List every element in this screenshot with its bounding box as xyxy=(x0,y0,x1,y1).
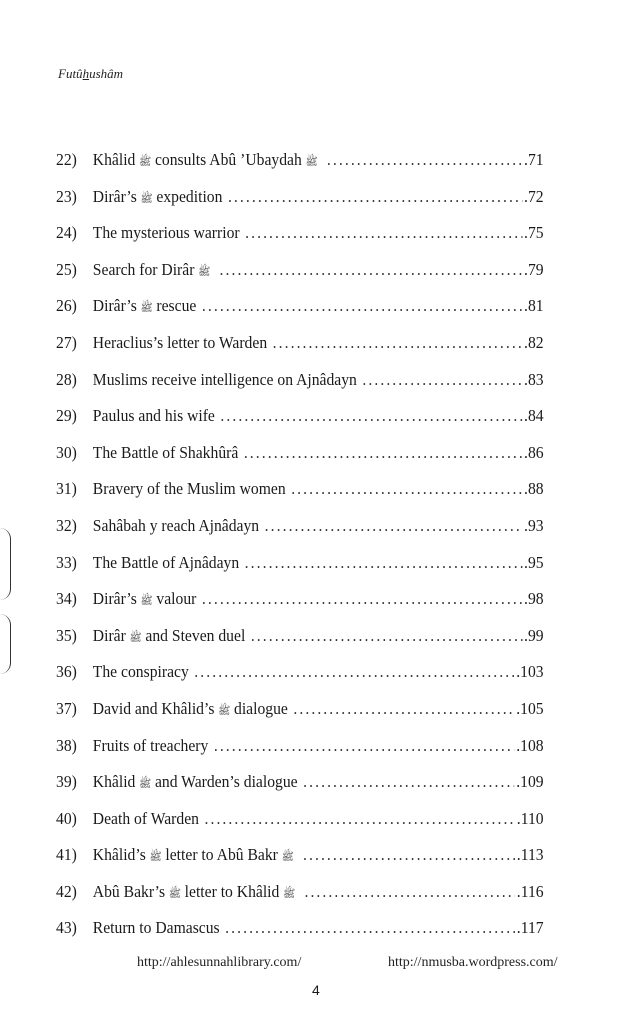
toc-entry[interactable] xyxy=(56,406,544,443)
toc-entry-title xyxy=(93,918,220,938)
running-head-text: Futû xyxy=(58,66,83,81)
toc-entry-title-text: Sahâbah y reach Ajnâdayn xyxy=(92,515,260,535)
toc-entry-title xyxy=(93,150,322,171)
footer-link-right[interactable]: http://nmusba.wordpress.com/ xyxy=(388,955,558,970)
toc-entry-title-text: and Steven duel xyxy=(145,625,246,645)
toc-entry-page: .71 xyxy=(524,150,544,169)
toc-entry-number: 28) xyxy=(56,369,77,389)
running-head-text: ushâm xyxy=(89,66,124,81)
toc-entry-page: .99 xyxy=(524,625,544,645)
toc-entry-title-text: valour xyxy=(156,589,197,609)
honorific-icon: ﷺ xyxy=(140,302,153,315)
toc-entry-number: 22) xyxy=(56,150,77,169)
dot-leader xyxy=(291,479,522,499)
toc-entry[interactable] xyxy=(56,443,544,480)
toc-entry-title xyxy=(93,187,223,208)
dot-leader xyxy=(194,662,514,682)
table-of-contents xyxy=(56,150,544,955)
dot-leader xyxy=(214,736,515,756)
toc-entry-title-text: and Warden’s dialogue xyxy=(154,772,298,792)
toc-entry-title-text: Paulus and his wife xyxy=(92,406,215,426)
toc-entry-page: .82 xyxy=(524,332,544,352)
dot-leader xyxy=(362,370,522,390)
toc-entry-number: 43) xyxy=(56,918,77,938)
toc-entry-title-text: Dirâr’s xyxy=(92,296,137,316)
toc-entry-title-text: The conspiracy xyxy=(92,662,189,682)
toc-entry[interactable] xyxy=(56,626,544,663)
dot-leader xyxy=(327,150,522,170)
toc-entry-number: 40) xyxy=(56,808,77,828)
toc-entry-title xyxy=(93,370,357,390)
toc-entry[interactable] xyxy=(56,150,544,187)
toc-entry-title xyxy=(93,772,298,793)
dot-leader xyxy=(220,260,523,280)
toc-entry[interactable] xyxy=(56,699,544,736)
toc-entry-number: 41) xyxy=(56,845,77,865)
dot-leader xyxy=(265,516,523,536)
toc-entry-page: .81 xyxy=(524,296,544,316)
toc-entry-title-text: Dirâr xyxy=(92,625,126,645)
toc-entry-page: .117 xyxy=(516,918,544,938)
toc-entry-title-text: Khâlid xyxy=(92,150,136,169)
toc-entry-title xyxy=(93,223,240,243)
honorific-icon: ﷺ xyxy=(218,704,231,717)
honorific-icon: ﷺ xyxy=(140,595,153,608)
toc-entry-page: .93 xyxy=(524,515,544,535)
toc-entry-number: 26) xyxy=(56,296,77,316)
toc-entry-page: .98 xyxy=(524,589,544,609)
toc-entry-page: .105 xyxy=(516,698,544,718)
running-head-underlined: h xyxy=(82,66,90,81)
dot-leader xyxy=(273,333,523,353)
toc-entry-title-text: Muslims receive intelligence on Ajnâdayn xyxy=(92,369,357,389)
toc-entry-title xyxy=(93,260,214,281)
toc-entry-title xyxy=(93,736,209,756)
dot-leader xyxy=(303,772,514,792)
running-head xyxy=(58,66,123,82)
toc-entry-number: 39) xyxy=(56,772,77,792)
dot-leader xyxy=(202,589,522,609)
toc-entry-title-text: expedition xyxy=(156,186,223,206)
toc-entry-title xyxy=(93,443,239,463)
toc-entry-page: .83 xyxy=(524,369,544,389)
toc-entry-title-text: Dirâr’s xyxy=(92,589,137,609)
toc-entry-title-text: rescue xyxy=(156,296,197,316)
toc-entry-number: 42) xyxy=(56,881,77,901)
toc-entry-number: 30) xyxy=(56,442,77,462)
toc-entry-title xyxy=(93,662,189,682)
dot-leader xyxy=(225,918,515,938)
toc-entry-title-text: consults Abû ’Ubaydah xyxy=(154,150,302,169)
toc-entry-page: .108 xyxy=(516,735,544,755)
toc-entry[interactable] xyxy=(56,296,544,333)
honorific-icon: ﷺ xyxy=(149,851,162,864)
toc-entry-title-text: Search for Dirâr xyxy=(92,259,195,279)
toc-entry-title-text: letter to Abû Bakr xyxy=(165,845,278,865)
toc-entry-title xyxy=(93,333,267,353)
toc-entry-number: 35) xyxy=(56,625,77,645)
toc-entry-title-text: Bravery of the Muslim women xyxy=(92,479,286,499)
toc-entry-title-text: David and Khâlid’s xyxy=(92,698,215,718)
toc-entry-title-text: The mysterious warrior xyxy=(92,223,240,243)
toc-entry-title xyxy=(93,882,299,903)
toc-entry-title-text: dialogue xyxy=(234,698,288,718)
toc-entry-title-text: Fruits of treachery xyxy=(92,735,209,755)
toc-entry-number: 33) xyxy=(56,552,77,572)
toc-entry-number: 24) xyxy=(56,223,77,243)
toc-entry-page: .79 xyxy=(524,259,544,279)
toc-entry[interactable] xyxy=(56,516,544,553)
toc-entry-title xyxy=(93,516,259,536)
toc-entry-title-text: Return to Damascus xyxy=(92,918,220,938)
toc-entry-number: 27) xyxy=(56,332,77,352)
toc-entry-page: .72 xyxy=(524,186,544,206)
honorific-icon: ﷺ xyxy=(140,192,153,205)
toc-entry[interactable] xyxy=(56,260,544,297)
toc-entry-title-text: Dirâr’s xyxy=(92,186,137,206)
honorific-icon: ﷺ xyxy=(305,156,318,168)
toc-entry-number: 31) xyxy=(56,479,77,499)
toc-entry[interactable] xyxy=(56,772,544,809)
honorific-icon: ﷺ xyxy=(129,631,142,644)
toc-entry-page: .103 xyxy=(516,662,544,682)
toc-entry-number: 25) xyxy=(56,259,77,279)
toc-entry[interactable] xyxy=(56,845,544,882)
toc-entry-page: .88 xyxy=(524,479,544,499)
dot-leader xyxy=(304,882,515,902)
honorific-icon: ﷺ xyxy=(283,887,296,900)
honorific-icon: ﷺ xyxy=(168,887,181,900)
toc-entry-number: 38) xyxy=(56,735,77,755)
margin-bracket-mark xyxy=(0,528,11,600)
margin-bracket-mark xyxy=(0,614,11,674)
dot-leader xyxy=(228,187,522,207)
toc-entry-title-text: Heraclius’s letter to Warden xyxy=(92,332,268,352)
toc-entry-title-text: Khâlid’s xyxy=(92,845,146,865)
toc-entry-number: 34) xyxy=(56,589,77,609)
toc-entry[interactable] xyxy=(56,809,544,846)
toc-entry-title xyxy=(93,479,286,499)
dot-leader xyxy=(202,296,522,316)
toc-entry-number: 36) xyxy=(56,662,77,682)
dot-leader xyxy=(244,443,522,463)
toc-entry[interactable] xyxy=(56,333,544,370)
toc-entry-title xyxy=(93,589,197,610)
toc-entry-title-text: Death of Warden xyxy=(92,808,199,828)
toc-entry-page: .113 xyxy=(516,845,544,865)
toc-entry-title-text: The Battle of Ajnâdayn xyxy=(92,552,240,572)
toc-entry[interactable] xyxy=(56,479,544,516)
honorific-icon: ﷺ xyxy=(281,851,294,864)
dot-leader xyxy=(303,845,515,865)
toc-entry-number: 23) xyxy=(56,186,77,206)
dot-leader xyxy=(293,699,514,719)
dot-leader xyxy=(245,223,522,243)
toc-entry-page: .86 xyxy=(524,442,544,462)
honorific-icon: ﷺ xyxy=(139,778,152,791)
dot-leader xyxy=(251,626,522,646)
toc-entry-title xyxy=(93,626,246,647)
toc-entry-page: .95 xyxy=(524,552,544,572)
honorific-icon: ﷺ xyxy=(139,156,152,168)
toc-entry-page: .84 xyxy=(524,406,544,426)
toc-entry-title xyxy=(93,553,239,573)
honorific-icon: ﷺ xyxy=(198,265,211,278)
dot-leader xyxy=(204,809,514,829)
toc-entry-page: .110 xyxy=(516,808,544,828)
dot-leader xyxy=(245,553,523,573)
page-number: 4 xyxy=(312,982,320,998)
toc-entry[interactable] xyxy=(56,736,544,773)
toc-entry-title xyxy=(93,809,199,829)
toc-entry-number: 29) xyxy=(56,406,77,426)
toc-entry-page: .75 xyxy=(524,223,544,243)
toc-entry[interactable] xyxy=(56,370,544,407)
toc-entry[interactable] xyxy=(56,882,544,919)
toc-entry-title xyxy=(93,699,288,720)
toc-entry-title xyxy=(93,845,298,866)
toc-entry[interactable] xyxy=(56,187,544,224)
footer-link-left[interactable]: http://ahlesunnahlibrary.com/ xyxy=(137,955,302,970)
toc-entry[interactable] xyxy=(56,662,544,699)
toc-entry-number: 37) xyxy=(56,698,77,718)
toc-entry-title-text: Abû Bakr’s xyxy=(92,881,166,901)
toc-entry[interactable] xyxy=(56,223,544,260)
toc-entry-title-text: The Battle of Shakhûrâ xyxy=(92,442,239,462)
toc-entry[interactable] xyxy=(56,589,544,626)
toc-entry-title-text: letter to Khâlid xyxy=(184,881,280,901)
toc-entry-page: .116 xyxy=(516,881,544,901)
toc-entry-title xyxy=(93,406,215,426)
dot-leader xyxy=(220,406,522,426)
toc-entry-number: 32) xyxy=(56,515,77,535)
toc-entry-title xyxy=(93,296,197,317)
toc-entry[interactable] xyxy=(56,918,544,955)
toc-entry-page: .109 xyxy=(516,772,544,792)
toc-entry[interactable] xyxy=(56,553,544,590)
toc-entry-title-text: Khâlid xyxy=(92,772,136,792)
